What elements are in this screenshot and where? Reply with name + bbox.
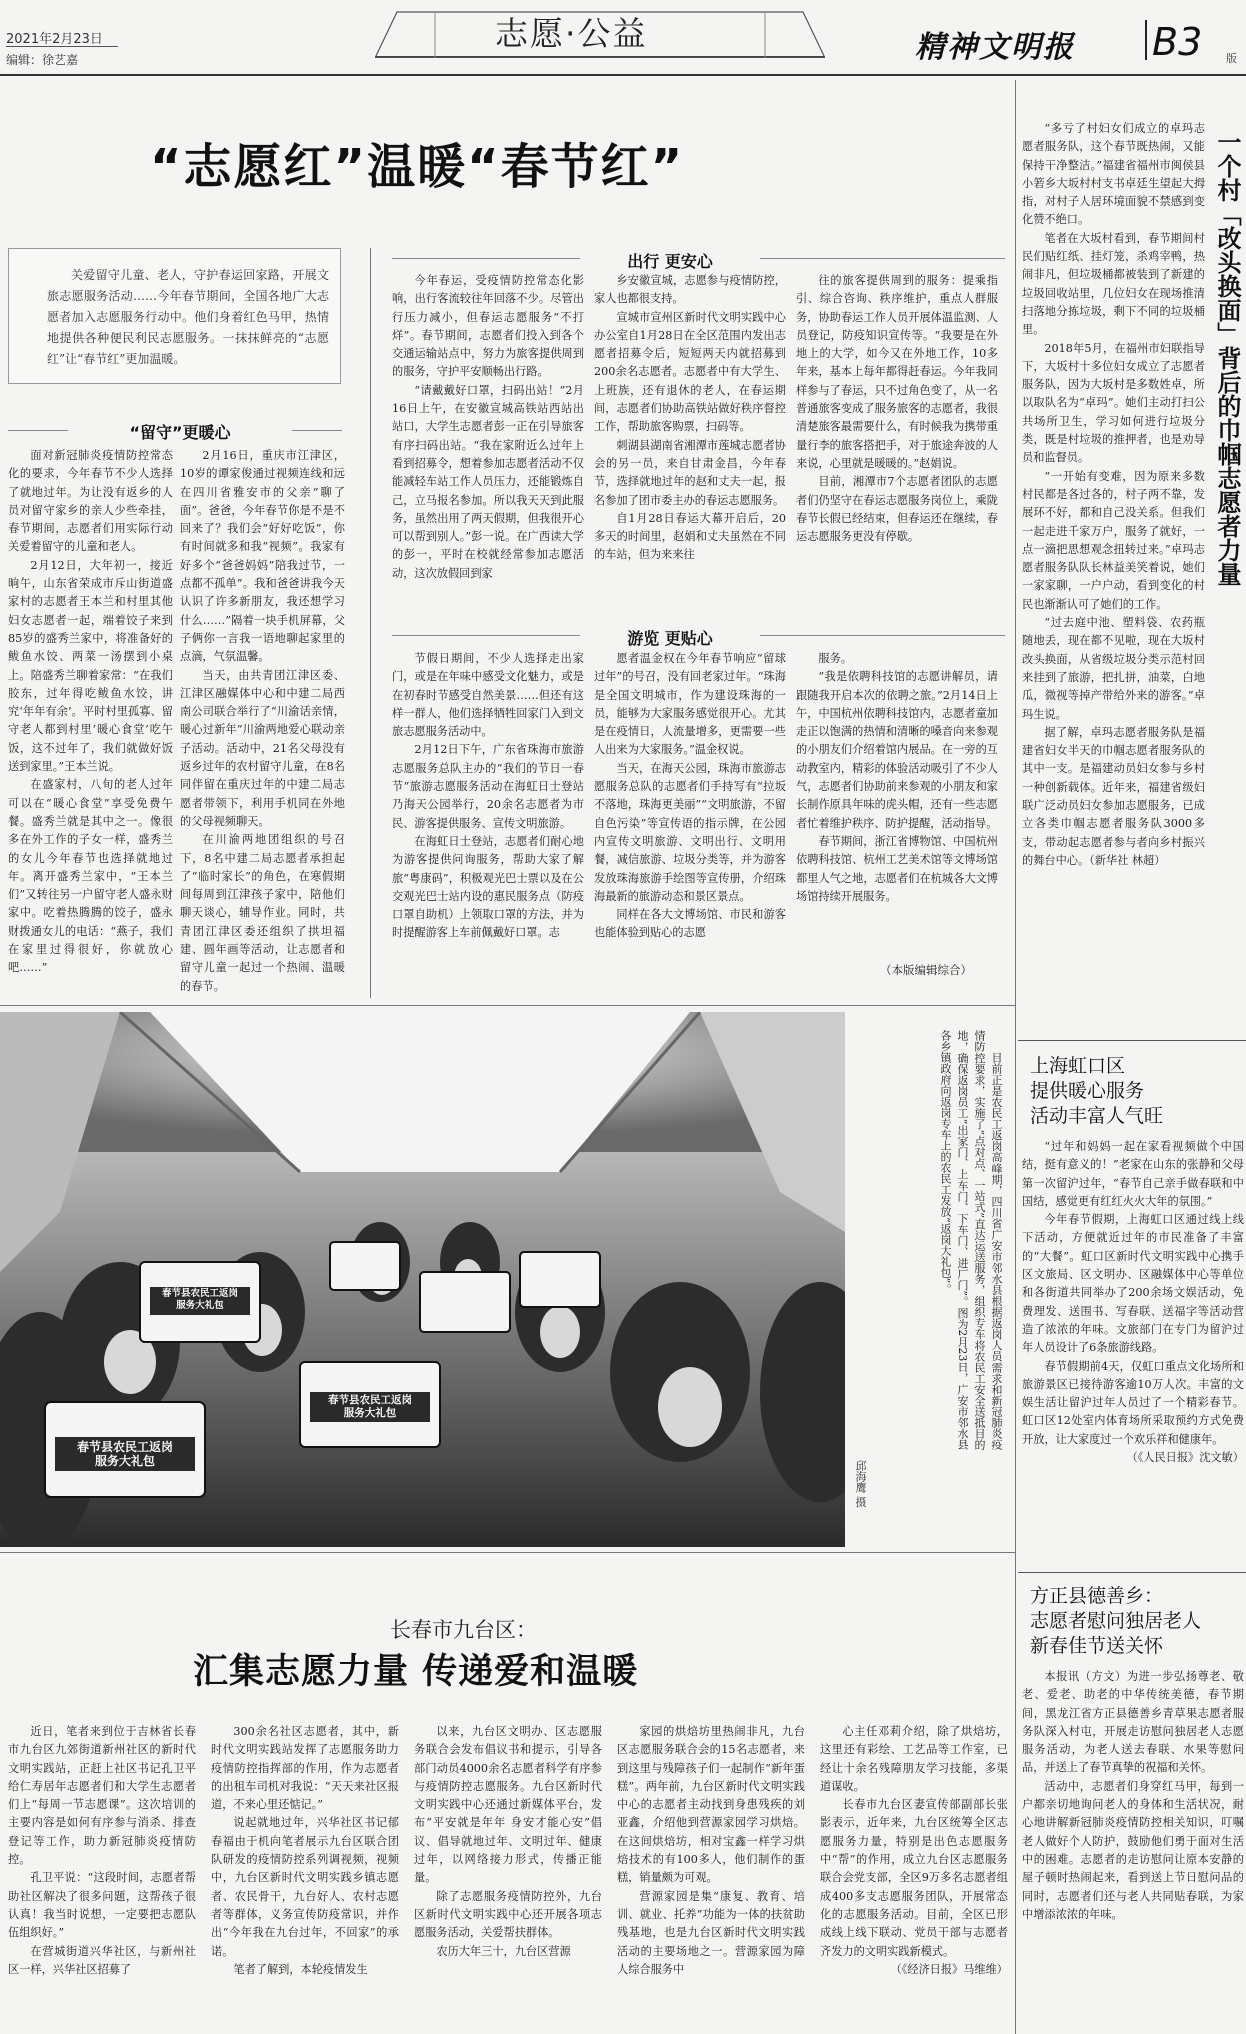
title-line: 志愿者慰问独居老人 xyxy=(1030,1610,1202,1632)
paragraph: 当天，由共青团江津区委、江津区融媒体中心和中建二局西南公司联合举行了“川渝话亲情，暖心过新年”川渝两地爱心联动亲子活动。活动中，21名父母没有返乡过年的农村留守儿童，在8名同伴留在重庆过年的中建二局志愿者带领下，利用手机同在外地的父母视频聊天。 xyxy=(180,668,345,828)
paragraph: 今年春节假期，上海虹口区通过线上线下活动，方便就近过年的市民准备了丰富的“大餐”。虹口区新时代文明实践中心携手区文旅局、区文明办、区融媒体中心等单位和各街道共同举办了200余场文娱活动，免费理发、送围书、写春联、送福字等活动营造了浓浓的年味。文旅部门在专门为留沪过年人员设计了6条旅游线路。 xyxy=(1022,1213,1244,1355)
title-line: 新春佳节送关怀 xyxy=(1030,1635,1164,1657)
paragraph: 节假日期间，不少人选择走出家门，或是在年味中感受文化魅力，或是在初春时节感受自然美景……但还有这样一群人，他们选择牺牲回家门入到文旅志愿服务活动中。 xyxy=(392,652,584,739)
paragraph: 在营城街道兴华社区，与新州社区一样，兴华社区招募了 xyxy=(8,1944,196,1976)
intro-box xyxy=(8,248,341,384)
paragraph: 2018年5月，在福州市妇联指导下，大坂村十多位妇女成立了志愿者服务队，因为大坂村是多数姓卓，所以取队名为“卓玛”。她们主动打扫公共场所卫生，学习如何进行垃圾分类，既是村垃圾的推押者，也是劝导员和监督员。 xyxy=(1022,341,1205,465)
paragraph: 刺湖县湖南省湘潭市莲城志愿者协会的另一员，来自甘肃金昌，今年春节，选择就地过年的赵和丈夫一起，报名参加了团市委主办的春运志愿服务。 xyxy=(594,438,786,507)
paragraph: 愿者温金权在今年春节响应“留球过年”的号召，没有回老家过年。“珠海是全国文明城市，作为建设珠海的一员，能够为大家服务感觉很开心。尤其是在疫情日，人流量增多，更需要一些人出来为大家服务。”温金权说。 xyxy=(594,652,786,757)
title-line: 方正县德善乡： xyxy=(1030,1585,1164,1607)
paragraph: （《人民日报》沈文敏） xyxy=(1126,1451,1244,1465)
title-line: 活动丰富人气旺 xyxy=(1030,1105,1164,1127)
paragraph: 心主任邓莉介绍，除了烘焙坊，这里还有彩绘、工艺品等工作室，已经让十余名残障朋友学习技能，多渠道谋收。 xyxy=(820,1725,1008,1793)
paragraph: 春节期间，浙江省博物馆、中国杭州依聘科技馆、杭州工艺美术馆等文博场馆都里人气之地，志愿者们在杭城各大文博场馆持续开展服务。 xyxy=(796,834,998,903)
paragraph: “一开始有变难，因为原来多数村民都是各过各的，村子两不靠，发展环不好，都和自己没关系。但我们一起走进千家万户，服务了就好，一点一滴把思想观念扭转过来。”卓玛志愿者服务队队长林益美笑着说，她们一家家聊，一户户动，看到变化的村民也渐渐认可了她们的工作。 xyxy=(1022,469,1205,611)
paragraph: （《经济日报》马维维） xyxy=(890,1962,1008,1976)
main-col-5b xyxy=(796,650,998,960)
sub-heading-tour: 游览 更贴心 xyxy=(627,629,713,648)
paragraph: 据了解，卓玛志愿者服务队是福建省妇女半天的巾帼志愿者服务队的其中一支。是福建动员妇女参与乡村一种创新载体。近年来，福建省级妇联广泛动员妇女参加志愿服务，已成立各类巾帼志愿者服务队3000多支，带动起志愿者参与者向乡村振兴的舞台中心。（新华社 林超） xyxy=(1022,725,1205,867)
paragraph: 家园的烘焙坊里热闹非凡，九台区志愿服务联合会的15名志愿者，来到这里与残障孩子们一起制作“新年蛋糕”。两年前，九台区新时代文明实践中心的志愿者主动找到身患残疾的刘亚鑫，介绍他到营源家园学习烘焙。在这间烘焙坊，相对宝鑫一样学习烘焙技术的有100多人，他们制作的蛋糕，销量颇为可观。 xyxy=(617,1725,805,1885)
box-label-line: 春节县农民工返岗 xyxy=(161,1288,238,1299)
bottom-col-2 xyxy=(211,1723,399,2028)
paragraph: 2月16日，重庆市江津区，10岁的谭家俊通过视频连线和远在四川省雅安市的父亲“聊了面”。爸爸，今年春节你是不是不回来了？我们会“好好吃饭”，你有时间就多和我“视频”。我家有好多个“爸爸妈妈”陪我过节，一点都不孤单”。我和爸爸讲我今天认识了许多新朋友，我还想学习什么……”隔着一块手机屏幕，父子俩你一言我一语地聊起家里的点滴，气氛温馨。 xyxy=(180,449,345,664)
header-editor: 编辑：徐艺嘉 xyxy=(6,53,79,67)
paragraph: 当天，在海天公园，珠海市旅游志愿服务总队的志愿者们手持写有“拉坂不落地，珠海更美丽”“文明旅游，不留自色污染”等宣传语的指示牌，在公园内宣传文明旅游、文明出行、文明用餐，减信旅游、垃圾分类等，并为游客发放珠海旅游手绘图等宣传册，介绍珠海最新的旅游动态和景区景点。 xyxy=(594,761,786,903)
right-top-body xyxy=(1022,120,1205,1032)
paragraph: 2月12日下午，广东省珠海市旅游志愿服务总队主办的“我们的节日一春节”旅游志愿服务活动在海虹日士登站乃海天公园举行，20余名志愿者为市民、游客提供服务、宣传文明旅游。 xyxy=(392,743,584,830)
page-suffix: 版 xyxy=(1226,52,1237,65)
paragraph: 农历大年三十，九台区营源 xyxy=(436,1944,571,1958)
paragraph: 孔卫平说：“这段时间，志愿者帮助社区解决了很多问题，这帮孩子很认真！我当时说想，一定要把志愿队伍组织好。” xyxy=(8,1871,196,1940)
paragraph: “请戴戴好口罩，扫码出站！”2月16日上午，在安徽宣城高铁站西站出站口，大学生志愿者彭一正在引导旅客有序扫码出站。“我在家附近么过年上看到招募令，想着参加志愿者活动不仅能减轻车站工作人员压力，还能锻炼自己，立马报名参加。所以我天天到此服务，虽然出用了两天假期，但我很开心可以帮到别人。”彭一说。在广西读大学的彭一，平时在校就经常参加志愿活动，这次放假回到家 xyxy=(392,383,584,580)
paragraph: 春节假期前4天，仅虹口重点文化场所和旅游景区已接待游客逾10万人次。丰富的文娱生活让留沪过年人员过了一个精彩春节。虹口区12处室内体育场所采取预约方式免费开放，让大家度过一个欢乐祥和健康年。 xyxy=(1022,1359,1244,1446)
bottom-col-4 xyxy=(617,1723,805,2028)
paragraph: “过去庭中池、塑料袋、农药瓶随地丢，现在都不见啦，现在大坂村改头换面，从省级垃圾分类示范村回来挂到了旅游，把扎拼，油菜，白地瓜，微视等掉产带给外来的游客。”卓玛生说。 xyxy=(1022,616,1205,721)
paragraph: 目前，湘潭市7个志愿者团队的志愿者们仍坚守在春运志愿服务岗位上，乘陇春节长假已经结束，但春运还在继续，春运志愿服务更没有停歇。 xyxy=(796,475,998,544)
paragraph: 面对新冠肺炎疫情防控常态化的要求，今年春节不少人选择了就地过年。为让没有返乡的人员对留守家乡的亲人少些牵挂，春节期间，志愿者们用实际行动关爱着留守的儿童和老人。 xyxy=(8,449,173,554)
bottom-col-5 xyxy=(820,1723,1008,2028)
paragraph: 往的旅客提供周到的服务：提乘指引、综合咨询、秩序维护，重点人群服务，协助春运工作人员开展体温监测、人员登记，防疫知识宣传等。“我要是在外地上的大学，如今又在外地工作，10多年来，基本上每年都得赶春运。今年我同样参与了春运，只不过角色变了，从一名普通旅客变成了服务旅客的志愿者，我很清楚旅客最需要什么，有时候我为携带重量行李的旅客搭把手，对于旅途奔波的人来说，心里就是暖暖的。”赵娟说。 xyxy=(796,274,998,470)
paragraph: 在盛家村，八旬的老人过年可以在“暖心食堂”享受免费午餐。盛秀兰就是其中之一。像很多在外工作的子女一样，盛秀兰的女儿今年春节也选择就地过年。离开盛秀兰家中，“王本兰们”又转往另一户留守老人盛永财家中。吃着热腾腾的饺子，盛永财拨通女儿的电话：“燕子，我们在家里过得很好，你就放心吧……” xyxy=(8,778,173,975)
bottom-col-3 xyxy=(414,1723,602,2028)
photo-credit: 邱海鹰 摄 xyxy=(854,1460,867,1508)
box-label-line: 春节县农民工返岗 xyxy=(328,1394,412,1406)
bus-photo xyxy=(0,1012,845,1547)
paragraph: 在海虹日士登站，志愿者们耐心地为游客提供问询服务，帮助大家了解旅“粤康码”，积极观光巴士票以及在公交观光巴士站内设的惠民服务点（防疫口罩自助机）上领取口罩的方法，并为时提醒游客上车前佩戴好口罩。志 xyxy=(392,834,584,940)
paragraph: 以来，九台区文明办、区志愿服务联合会发布倡议书和提示，引导各部门动员4000余名志愿者科学有序参与疫情防控志愿服务。九台区新时代文明实践中心还通过新媒体平台，发布“平安就是年年 身安才能心安”倡议、倡导就地过年、文明过年、健康过年，以网络接力形式，传播正能量。 xyxy=(414,1725,602,1885)
paragraph: 自1月28日春运大幕开启后，20多天的时间里，赵娟和丈夫虽然在不同的车站，但为来来往 xyxy=(594,511,786,562)
main-col-1 xyxy=(8,447,173,995)
sub-heading-stay: “留守”更暖心 xyxy=(129,423,231,442)
box-label-line: 春节县农民工返岗 xyxy=(76,1440,173,1454)
main-col-3b xyxy=(392,650,584,980)
paragraph: 在川渝两地团组织的号召下，8名中建二局志愿者承担起了“临时家长”的角色，在寒假期间每周到江津孩子家中，陪他们聊天谈心，辅导作业。同时，共青团江津区委还组织了拱坦福建、圆年画等活动，让志愿者和留守儿童一起过一个热闹、温暖的春节。 xyxy=(180,833,345,993)
paragraph: 营源家园是集“康复、教育、培训、就业、托养”功能为一体的扶贫助残基地，也是九台区新时代文明实践活动的主要场地之一。营源家园为障人综合服务中 xyxy=(617,1889,805,1976)
paragraph: “多亏了村妇女们成立的卓玛志愿者服务队，这个春节既热闹，又能保持干净整洁。”福建省福州市闽侯县小箬乡大坂村村支书卓廷生望起大拇指，对村子人居环境面貌不禁感到变化赞不绝口。 xyxy=(1022,122,1205,227)
main-col-4b xyxy=(594,650,786,980)
bottom-title: 汇集志愿力量 传递爱和温暖 xyxy=(193,1652,639,1692)
paragraph: 笔者在大坂村看到，春节期间村民们贴红纸、挂灯笼，杀鸡宰鸭，热闹非凡，但垃圾桶都被装到了新建的垃圾回收站里，几位妇女在现场推清扫落地分拣垃圾，剩下不同的垃圾桶里。 xyxy=(1022,231,1205,337)
right-mid-body xyxy=(1022,1138,1244,1563)
box-label xyxy=(60,1440,190,1468)
box-label xyxy=(314,1394,426,1420)
right-bot-body xyxy=(1022,1668,1244,2030)
main-col-4a xyxy=(594,272,786,612)
header-date: 2021年2月23日 xyxy=(6,32,103,47)
paragraph: 乡安徽宣城，志愿参与疫情防控，家人也都很支持。 xyxy=(594,274,786,306)
box-label-line: 服务大礼包 xyxy=(176,1300,224,1311)
bottom-kicker: 长春市九台区： xyxy=(390,1618,537,1642)
intro-text: 关爱留守儿童、老人，守护春运回家路，开展文旅志愿服务活动……今年春节期间，全国各地广大志愿者加入志愿服务行动中。他们身着红色马甲，热情地提供各种便民利民志愿服务。一抹抹鲜亮的“志愿红”让“春节红”更加温暖。 xyxy=(47,268,329,366)
title-line: 上海虹口区 xyxy=(1030,1055,1126,1077)
paper-name: 精神文明报 xyxy=(915,30,1075,65)
photo-caption: 目前正是农民工返岗高峰期，四川省广安市邻水县根据返岗人员需求和新冠肺炎疫情防控要求，实施了“点对点、一站式”直达运送服务，组织专车将农民工安全送抵目的地，确保返岗员工“出家门、上车门、下车门、进厂门”。图为2月23日，广安市邻水县各乡镇政府向返岗专车上的农民工发放“返岗大礼包”。 xyxy=(939,1030,1003,1450)
title-line: 提供暖心服务 xyxy=(1030,1080,1145,1102)
box-label-line: 服务大礼包 xyxy=(94,1454,155,1468)
paragraph: 今年春运，受疫情防控常态化影响，出行客流较往年回落不少。尽管出行压力减小，但春运志愿服务“不打烊”。春节期间，志愿者们投入到各个交通运输站点中，努力为旅客提供周到的服务，守护平安顺畅出行路。 xyxy=(392,274,584,379)
paragraph: 活动中，志愿者们身穿红马甲，每到一户都亲切地询问老人的身体和生活状况，耐心地讲解新冠肺炎疫情防控相关知识，叮嘱老人做好个人防护，鼓励他们勇于面对生活中的困难。志愿者的走访慰问让原本安静的屋子顿时热闹起来，看到送上节日慰问品的同时，志愿者们还与老人共同贴春联，为家中增添浓浓的年味。 xyxy=(1022,1779,1244,1921)
paragraph: 长春市九台区妻宣传部副部长张影表示，近年来，九台区统筹全区志愿服务力量，特别是出色志愿服务中“帮”的作用，成立九台区志愿服务联合会党支部，全区9万多名志愿者组成400多支志愿服务团队，开展常态化的志愿服务活动。目前，全区已形成线上线下联动、党员干部与志愿者齐发力的文明实践新模式。 xyxy=(820,1798,1008,1958)
box-label-line: 服务大礼包 xyxy=(343,1407,397,1419)
paragraph: 2月12日，大年初一，接近晌午，山东省荣成市斥山街道盛家村的志愿者王本兰和村里其他妇女志愿者一起，端着饺子来到85岁的盛秀兰家中，将准备好的鲅鱼水饺、两菜一汤摆到小桌上。陪盛秀兰聊着家常：“在我们胶东，过年得吃鲅鱼水饺，讲究‘年年有余’。平时村里孤寡、留守老人都到村里‘暖心食堂’吃午饭，这不过年了，我们就做好饭送到家里。”王本兰说。 xyxy=(8,558,173,774)
box-label xyxy=(154,1288,246,1312)
main-title: “志愿红”温暖“春节红” xyxy=(150,139,685,195)
main-col-2 xyxy=(180,447,345,995)
right-bot-title xyxy=(1030,1584,1201,1659)
paragraph: 同样在各大文博场馆、市民和游客也能体验到贴心的志愿 xyxy=(594,908,786,940)
paragraph: 300余名社区志愿者，其中，新时代文明实践站发挥了志愿服务助力疫情防控指挥部的作用，作为志愿者的出租车司机对我说：“天天来社区报道，不来心里还惦记。” xyxy=(211,1725,399,1812)
main-col-3a xyxy=(392,272,584,612)
paragraph: 近日，笔者来到位于吉林省长春市九台区九郊街道新州社区的新时代文明实践站，正赶上社区书记孔卫平给仁寿居年志愿者们和大学生志愿者们上“每周一节志愿课”。这次培训的主要内容是如何有序参与消杀、排查登记等工作，助力新冠肺炎疫情防控。 xyxy=(8,1725,196,1867)
paragraph: “过年和妈妈一起在家看视频做个中国结，挺有意义的！”老家在山东的张静和父母第一次留沪过年，“春节自己亲手做春联和中国结，感觉更有红红火火大年的氛围。” xyxy=(1022,1140,1244,1208)
main-credit: （本版编辑综合） xyxy=(880,963,972,977)
paragraph: 说起就地过年，兴华社区书记郁春福由于机向笔者展示九台区联合团队研发的疫情防控系列调视频，视频中，九台区新时代文明实践乡镇志愿者、农民骨干，九台好人、农村志愿者等群体，义务宣传防疫常识，并作出“今年我在九台过年，不回家”的承诺。 xyxy=(211,1816,399,1958)
paragraph: 本报讯（方文）为进一步弘扬尊老、敬老、爱老、助老的中华传统美德，春节期间，黑龙江省方正县德善乡青草果志愿者服务队深入村屯，开展走访慰问独居老人志愿服务活动，为老人送去春联、水果等慰问品，并送上了春节真挚的祝福和关怀。 xyxy=(1022,1670,1244,1775)
page-number: B3 xyxy=(1152,20,1203,64)
main-col-5a xyxy=(796,272,998,612)
bottom-col-1 xyxy=(8,1723,196,2028)
paragraph: “我是依聘科技馆的志愿讲解员，请跟随我开启本次的依聘之旅。”2月14日上午，中国杭州依聘科技馆内，志愿者童加走正以饱满的热情和清晰的嗓音向来参观的小朋友们介绍着馆内展品。在一旁的互动教室内，精彩的体验活动吸引了不少人气，志愿者们协助前来参观的小朋友和家长制作原具年味的虎头帽，还有一些志愿者忙着维护秩序、防护提醒，活动指导。 xyxy=(796,670,998,830)
right-top-title: 一个村「改头换面」背后的巾帼志愿者力量 xyxy=(1213,130,1241,586)
right-mid-title xyxy=(1030,1054,1163,1129)
sub-heading-travel: 出行 更安心 xyxy=(627,252,713,271)
paragraph: 笔者了解到，本轮疫情发生 xyxy=(233,1962,368,1976)
paragraph: 宣城市宣州区新时代文明实践中心办公室自1月28日在全区范围内发出志愿者招募令后，短短两天内就招募到200余名志愿者。志愿者中有大学生、上班族，还有退休的老人，在春运期间，志愿者们协助高铁站做好秩序督控工作，帮助旅客购票，扫码等。 xyxy=(594,310,786,434)
section-title: 志愿·公益 xyxy=(495,14,648,53)
paragraph: 服务。 xyxy=(818,652,852,665)
paragraph: 除了志愿服务疫情防控外，九台区新时代文明实践中心还开展各项志愿服务活动，关爱帮扶群体。 xyxy=(414,1889,602,1940)
